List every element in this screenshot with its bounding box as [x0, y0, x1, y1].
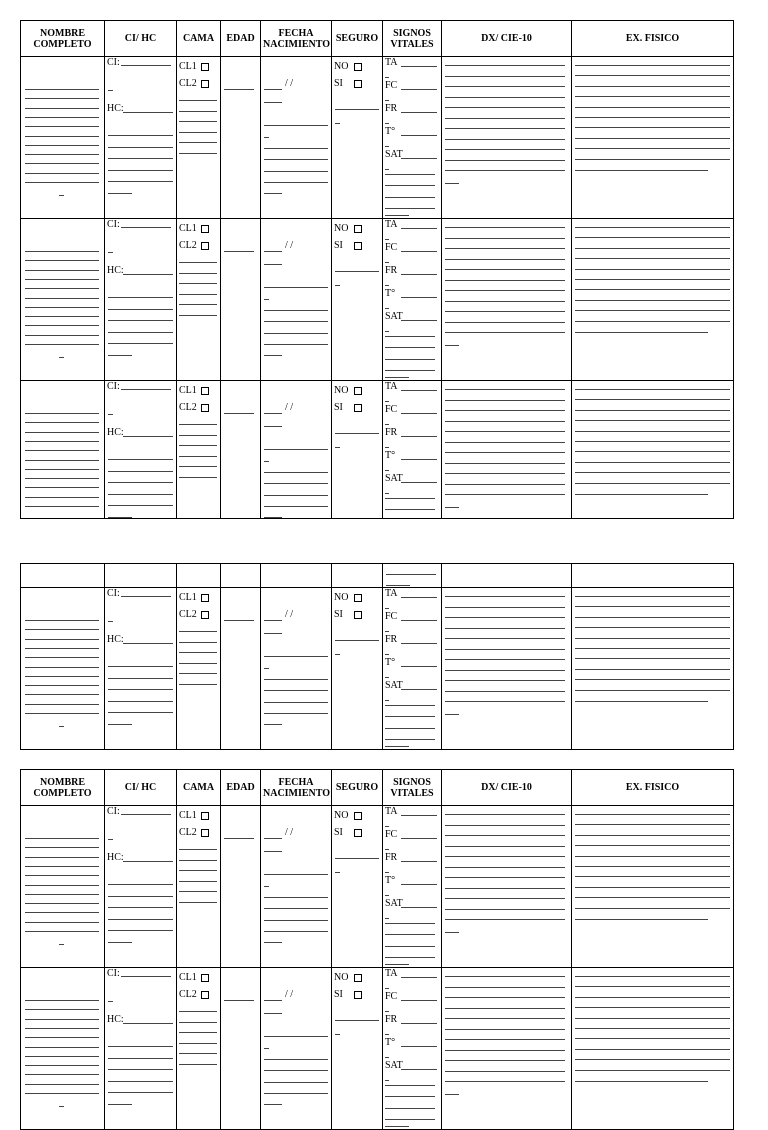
ex-cell[interactable]: [572, 57, 734, 219]
fc-label: FC: [385, 611, 398, 622]
ci-hc-cell[interactable]: [105, 219, 177, 381]
cl2-checkbox[interactable]: [201, 242, 209, 250]
signos-cell[interactable]: [383, 381, 442, 519]
header-signos: SIGNOS VITALES: [383, 770, 442, 806]
patient-row: [21, 968, 734, 1130]
header-cama: CAMA: [177, 21, 221, 57]
no-label: NO: [334, 810, 349, 821]
hc-label: HC:: [107, 852, 124, 863]
cama-cell[interactable]: [177, 588, 221, 750]
ta-label: TA: [385, 381, 398, 392]
nombre-cell[interactable]: [21, 806, 105, 968]
ci-label: CI:: [107, 588, 120, 599]
hc-label: HC:: [107, 103, 124, 114]
ex-cell[interactable]: [572, 588, 734, 750]
cl2-label: CL2: [179, 827, 197, 838]
ci-hc-cell[interactable]: [105, 806, 177, 968]
fc-label: FC: [385, 80, 398, 91]
fecha-cell[interactable]: [261, 806, 332, 968]
signos-cell[interactable]: [383, 806, 442, 968]
cl2-label: CL2: [179, 240, 197, 251]
ta-label: TA: [385, 806, 398, 817]
cl1-label: CL1: [179, 61, 197, 72]
no-checkbox[interactable]: [354, 974, 362, 982]
no-checkbox[interactable]: [354, 225, 362, 233]
nombre-cell[interactable]: [21, 588, 105, 750]
patient-table-2: [20, 563, 734, 750]
cl1-label: CL1: [179, 810, 197, 821]
ta-label: TA: [385, 57, 398, 68]
fr-label: FR: [385, 852, 398, 863]
temp-label: T°: [385, 657, 396, 668]
fecha-cell[interactable]: [261, 381, 332, 519]
edad-cell[interactable]: [221, 968, 261, 1130]
cl1-label: CL1: [179, 385, 197, 396]
nombre-cell[interactable]: [21, 381, 105, 519]
ci-label: CI:: [107, 57, 120, 68]
no-label: NO: [334, 61, 349, 72]
temp-label: T°: [385, 288, 396, 299]
cama-cell[interactable]: [177, 219, 221, 381]
header-edad: EDAD: [221, 21, 261, 57]
cama-cell[interactable]: [177, 381, 221, 519]
nombre-cell[interactable]: [21, 219, 105, 381]
sat-label: SAT: [385, 473, 403, 484]
fecha-cell[interactable]: [261, 57, 332, 219]
fecha-cell[interactable]: [261, 588, 332, 750]
nombre-cell[interactable]: [21, 968, 105, 1130]
fr-label: FR: [385, 427, 398, 438]
ci-hc-cell[interactable]: [105, 588, 177, 750]
cl1-label: CL1: [179, 972, 197, 983]
header-ci-hc: CI/ HC: [105, 21, 177, 57]
header-nombre: NOMBRE COMPLETO: [21, 770, 105, 806]
no-label: NO: [334, 385, 349, 396]
ci-hc-cell[interactable]: [105, 57, 177, 219]
cl2-label: CL2: [179, 402, 197, 413]
si-label: SI: [334, 402, 343, 413]
fr-label: FR: [385, 634, 398, 645]
ta-label: TA: [385, 219, 398, 230]
ci-label: CI:: [107, 219, 120, 230]
temp-label: T°: [385, 126, 396, 137]
temp-label: T°: [385, 875, 396, 886]
cl2-label: CL2: [179, 609, 197, 620]
temp-label: T°: [385, 450, 396, 461]
cl1-checkbox[interactable]: [201, 225, 209, 233]
cl2-label: CL2: [179, 989, 197, 1000]
ci-label: CI:: [107, 806, 120, 817]
header-ex: EX. FISICO: [572, 770, 734, 806]
header-row: [21, 770, 734, 806]
cl2-checkbox[interactable]: [201, 991, 209, 999]
cl1-checkbox[interactable]: [201, 812, 209, 820]
patient-table-1: [20, 20, 734, 519]
sat-label: SAT: [385, 680, 403, 691]
continuation-signos-cell: [383, 564, 442, 588]
header-row: [21, 21, 734, 57]
header-dx: DX/ CIE-10: [442, 770, 572, 806]
fc-label: FC: [385, 404, 398, 415]
no-checkbox[interactable]: [354, 387, 362, 395]
seguro-cell[interactable]: [332, 968, 383, 1130]
sat-label: SAT: [385, 311, 403, 322]
si-label: SI: [334, 78, 343, 89]
cl1-checkbox[interactable]: [201, 974, 209, 982]
edad-cell[interactable]: [221, 381, 261, 519]
signos-cell[interactable]: [383, 219, 442, 381]
date-separator: / /: [285, 78, 294, 89]
date-separator: / /: [285, 402, 294, 413]
ci-hc-cell[interactable]: [105, 381, 177, 519]
dx-cell[interactable]: [442, 588, 572, 750]
cl2-checkbox[interactable]: [201, 404, 209, 412]
si-checkbox[interactable]: [354, 991, 362, 999]
hc-label: HC:: [107, 265, 124, 276]
cl1-checkbox[interactable]: [201, 387, 209, 395]
no-label: NO: [334, 972, 349, 983]
hc-label: HC:: [107, 427, 124, 438]
temp-label: T°: [385, 1037, 396, 1048]
header-dx: DX/ CIE-10: [442, 21, 572, 57]
fc-label: FC: [385, 829, 398, 840]
edad-cell[interactable]: [221, 57, 261, 219]
cl1-checkbox[interactable]: [201, 594, 209, 602]
si-label: SI: [334, 989, 343, 1000]
cama-cell[interactable]: [177, 806, 221, 968]
header-seguro: SEGURO: [332, 770, 383, 806]
seguro-cell[interactable]: [332, 57, 383, 219]
cl1-checkbox[interactable]: [201, 63, 209, 71]
dx-cell[interactable]: [442, 219, 572, 381]
header-seguro: SEGURO: [332, 21, 383, 57]
date-separator: / /: [285, 989, 294, 1000]
no-checkbox[interactable]: [354, 63, 362, 71]
hc-label: HC:: [107, 634, 124, 645]
si-checkbox[interactable]: [354, 829, 362, 837]
si-checkbox[interactable]: [354, 404, 362, 412]
ci-hc-cell[interactable]: [105, 968, 177, 1130]
header-edad: EDAD: [221, 770, 261, 806]
cl2-checkbox[interactable]: [201, 611, 209, 619]
fc-label: FC: [385, 991, 398, 1002]
dx-cell[interactable]: [442, 57, 572, 219]
cl2-checkbox[interactable]: [201, 829, 209, 837]
ta-label: TA: [385, 968, 398, 979]
si-label: SI: [334, 609, 343, 620]
fr-label: FR: [385, 1014, 398, 1025]
patient-row: [21, 588, 734, 750]
cl1-label: CL1: [179, 223, 197, 234]
ex-cell[interactable]: [572, 806, 734, 968]
date-separator: / /: [285, 240, 294, 251]
patient-row: [21, 57, 734, 219]
no-checkbox[interactable]: [354, 812, 362, 820]
seguro-cell[interactable]: [332, 806, 383, 968]
date-separator: / /: [285, 609, 294, 620]
cl2-label: CL2: [179, 78, 197, 89]
cl1-label: CL1: [179, 592, 197, 603]
patient-row: [21, 381, 734, 519]
patient-row: [21, 806, 734, 968]
seguro-cell[interactable]: [332, 588, 383, 750]
cl2-checkbox[interactable]: [201, 80, 209, 88]
fr-label: FR: [385, 265, 398, 276]
sat-label: SAT: [385, 898, 403, 909]
no-checkbox[interactable]: [354, 594, 362, 602]
header-signos: SIGNOS VITALES: [383, 21, 442, 57]
edad-cell[interactable]: [221, 588, 261, 750]
si-label: SI: [334, 827, 343, 838]
ex-cell[interactable]: [572, 381, 734, 519]
edad-cell[interactable]: [221, 806, 261, 968]
sat-label: SAT: [385, 1060, 403, 1071]
ci-label: CI:: [107, 968, 120, 979]
dx-cell[interactable]: [442, 381, 572, 519]
seguro-cell[interactable]: [332, 219, 383, 381]
date-separator: / /: [285, 827, 294, 838]
fr-label: FR: [385, 103, 398, 114]
ci-label: CI:: [107, 381, 120, 392]
header-ex: EX. FISICO: [572, 21, 734, 57]
signos-cell[interactable]: [383, 968, 442, 1130]
no-label: NO: [334, 592, 349, 603]
patient-row: [21, 219, 734, 381]
nombre-cell[interactable]: [21, 57, 105, 219]
si-checkbox[interactable]: [354, 80, 362, 88]
signos-cell[interactable]: [383, 57, 442, 219]
cama-cell[interactable]: [177, 57, 221, 219]
si-label: SI: [334, 240, 343, 251]
hc-label: HC:: [107, 1014, 124, 1025]
blank-continuation-row: [21, 564, 734, 588]
sat-label: SAT: [385, 149, 403, 160]
header-cama: CAMA: [177, 770, 221, 806]
no-label: NO: [334, 223, 349, 234]
dx-cell[interactable]: [442, 806, 572, 968]
header-nombre: NOMBRE COMPLETO: [21, 21, 105, 57]
edad-cell[interactable]: [221, 219, 261, 381]
si-checkbox[interactable]: [354, 242, 362, 250]
ex-cell[interactable]: [572, 219, 734, 381]
fecha-cell[interactable]: [261, 219, 332, 381]
patient-table-3: [20, 769, 734, 1130]
header-ci-hc: CI/ HC: [105, 770, 177, 806]
ex-cell[interactable]: [572, 968, 734, 1130]
fecha-cell[interactable]: [261, 968, 332, 1130]
si-checkbox[interactable]: [354, 611, 362, 619]
cama-cell[interactable]: [177, 968, 221, 1130]
seguro-cell[interactable]: [332, 381, 383, 519]
header-fecha: FECHA NACIMIENTO: [261, 770, 332, 806]
dx-cell[interactable]: [442, 968, 572, 1130]
signos-cell[interactable]: [383, 588, 442, 750]
fc-label: FC: [385, 242, 398, 253]
ta-label: TA: [385, 588, 398, 599]
header-fecha: FECHA NACIMIENTO: [261, 21, 332, 57]
